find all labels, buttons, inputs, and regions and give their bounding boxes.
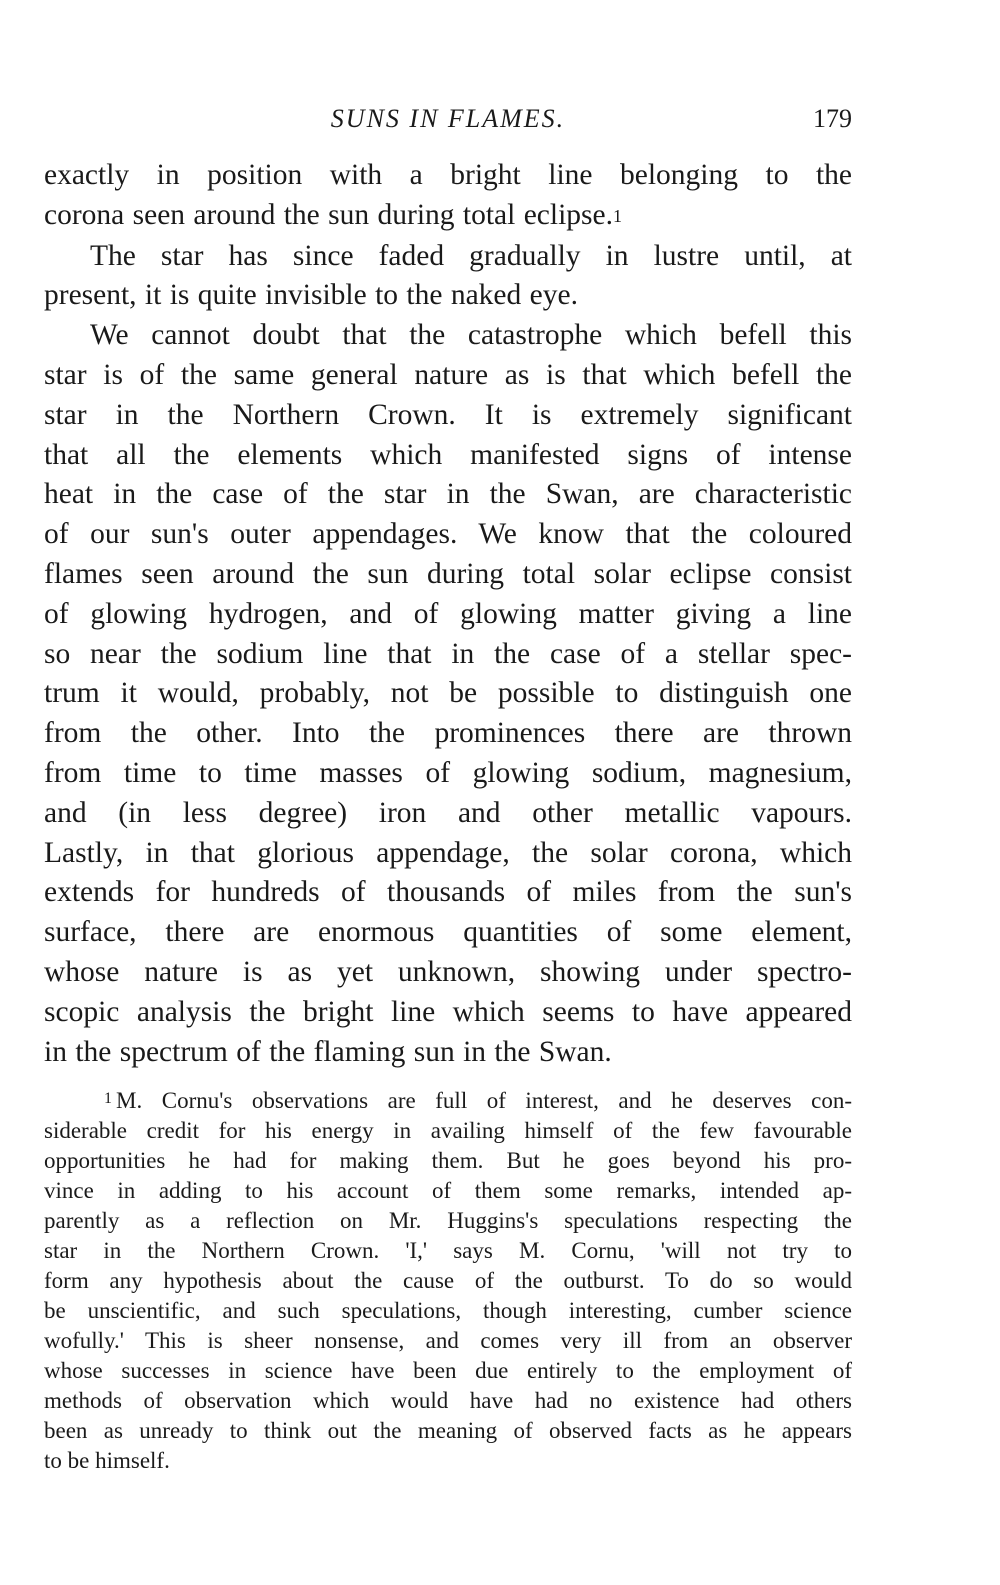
text-line: Lastly, in that glorious appendage, the solar corona, which: [44, 836, 852, 869]
footnote-reference: 1: [612, 205, 622, 226]
footnote-line: parently as a reflection on Mr. Huggins's speculations respecting the: [44, 1208, 852, 1234]
footnote-line: be unscientific, and such speculations, though interesting, cumber science: [44, 1298, 852, 1324]
footnote-line: wofully.' This is sheer nonsense, and comes very ill from an observer: [44, 1328, 852, 1354]
footnote-line: been as unready to think out the meaning of observed facts as he appears: [44, 1418, 852, 1444]
footnote-line: to be himself.: [44, 1448, 170, 1474]
text-line: whose nature is as yet unknown, showing under spectro-: [44, 955, 852, 988]
text-line: extends for hundreds of thousands of miles from the sun's: [44, 876, 852, 909]
text-line: from the other. Into the prominences there are thrown: [44, 717, 852, 750]
footnote-line: opportunities he had for making them. But he goes beyond his pro-: [44, 1148, 852, 1174]
text-line: star is of the same general nature as is that which befell the: [44, 358, 852, 391]
text-line: of our sun's outer appendages. We know that the coloured: [44, 518, 852, 551]
text-line: flames seen around the sun during total solar eclipse consist: [44, 557, 852, 590]
book-page: [44, 96, 852, 1476]
footnote-line: [44, 1084, 852, 1116]
text-line: so near the sodium line that in the case of a stellar spec-: [44, 637, 852, 670]
footnote-line: methods of observation which would have had no existence had others: [44, 1388, 852, 1414]
footnote-marker: 1: [104, 1090, 112, 1108]
running-head: [44, 96, 852, 140]
footnote-line: star in the Northern Crown. 'I,' says M. Cornu, 'will not try to: [44, 1238, 852, 1264]
text-line: that all the elements which manifested signs of intense: [44, 438, 852, 471]
text-line: heat in the case of the star in the Swan, are characteristic: [44, 478, 852, 511]
footnote-line: form any hypothesis about the cause of the outburst. To do so would: [44, 1268, 852, 1294]
text-line: The star has since faded gradually in lustre until, at: [90, 239, 852, 272]
text-line: star in the Northern Crown. It is extremely significant: [44, 398, 852, 431]
text-line: present, it is quite invisible to the naked eye.: [44, 279, 578, 312]
footnote-line-content: M. Cornu's observations are full of interest, and he deserves con-: [116, 1088, 852, 1114]
footnote: [44, 1084, 852, 1476]
text-line: trum it would, probably, not be possible to distinguish one: [44, 677, 852, 710]
text-line: from time to time masses of glowing sodium, magnesium,: [44, 756, 852, 789]
text-line: surface, there are enormous quantities of some element,: [44, 916, 852, 949]
text-line: [44, 196, 852, 237]
body-text: [44, 156, 852, 1072]
text-line: exactly in position with a bright line belonging to the: [44, 159, 852, 191]
text-line: and (in less degree) iron and other metallic vapours.: [44, 796, 852, 829]
text-line: We cannot doubt that the catastrophe which befell this: [90, 319, 852, 352]
footnote-line: siderable credit for his energy in availing himself of the few favourable: [44, 1118, 852, 1144]
running-title: SUNS IN FLAMES.: [330, 104, 566, 133]
text-line: scopic analysis the bright line which seems to have appeared: [44, 995, 852, 1028]
text-line-content: corona seen around the sun during total eclipse.: [44, 198, 613, 231]
text-line: of glowing hydrogen, and of glowing matter giving a line: [44, 597, 852, 630]
page-number: 179: [813, 104, 852, 133]
footnote-line: vince in adding to his account of them some remarks, intended ap-: [44, 1178, 852, 1204]
text-line: in the spectrum of the flaming sun in the Swan.: [44, 1035, 612, 1068]
footnote-line: whose successes in science have been due entirely to the employment of: [44, 1358, 852, 1384]
